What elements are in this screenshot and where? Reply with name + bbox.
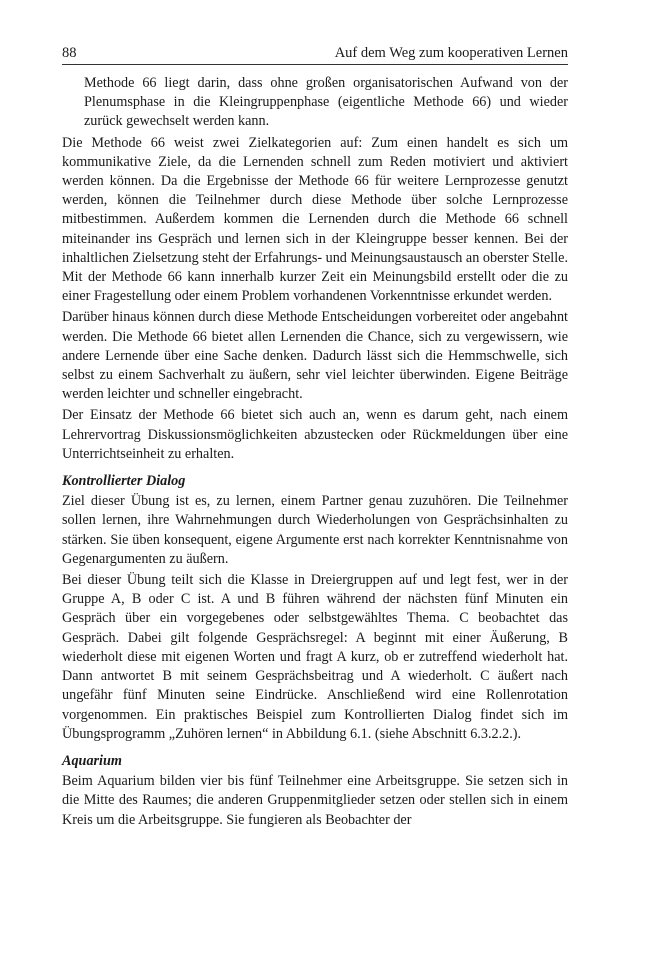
page-body <box>62 74 568 830</box>
section-heading-aquarium: Aquarium <box>62 752 122 769</box>
section-heading-kontrollierter-dialog: Kontrollierter Dialog <box>62 473 186 490</box>
paragraph-continuation: Methode 66 liegt darin, dass ohne großen organisatorischen Aufwand von der Plenumsphase in die Kleingruppenphase (eigentliche Methode 66) und wieder zurück gewechselt werden kann. <box>84 75 568 130</box>
paragraph-dreiergruppen: Bei dieser Übung teilt sich die Klasse in Dreiergruppen auf und legt fest, wer in der Gruppe A, B oder C ist. A und B führen während der nächsten fünf Minuten ein Gespräch über ein vorgegebenes oder selbstgewähltes Thema. C beobachtet das Gespräch. Dabei gilt folgende Gesprächsregel: A beginnt mit einer Äußerung, B wiederholt diese mit eigenen Worten und fragt A kurz, ob er zutreffend wiederholt hat. Dann antwortet B mit seinem Gesprächsbeitrag und A wiederholt. C äußert nach ungefähr fünf Minuten seine Eindrücke. Anschließend wird eine Rollenrotation vorgenommen. Ein praktisches Beispiel zum Kontrollierten Dialog findet sich im Übungsprogramm „Zuhören lernen“ in Abbildung 6.1. (siehe Abschnitt 6.3.2.2.). <box>62 572 568 742</box>
paragraph-aquarium: Beim Aquarium bilden vier bis fünf Teilnehmer eine Arbeitsgruppe. Sie setzen sich in die Mitte des Raumes; die anderen Gruppenmitglieder setzen oder stellen sich in einem Kreis um die Arbeitsgruppe. Sie fungieren als Beobachter der <box>62 773 568 828</box>
paragraph-ziel-uebung: Ziel dieser Übung ist es, zu lernen, einem Partner genau zuzuhören. Die Teilnehmer sollen lernen, ihre Wahrnehmungen durch Wiederholungen von Gesprächsinhalten zu stärken. Sie üben konsequent, eigene Argumente erst nach korrekter Kenntnisnahme von Gegenargumenten zu äußern. <box>62 493 568 567</box>
paragraph-zielkategorien: Die Methode 66 weist zwei Zielkategorien auf: Zum einen handelt es sich um kommunikative Ziele, da die Lernenden schnell zum Reden motiviert und aktiviert werden können. Da die Ergebnisse der Methode 66 für weitere Lernprozesse genutzt werden, können die Teilnehmer durch diese Methode über solche Lernprozesse mitbestimmen. Außerdem kommen die Lernenden durch die Methode 66 schnell miteinander ins Gespräch und lernen sich in der Kleingruppe besser kennen. Bei der inhaltlichen Zielsetzung steht der Erfahrungs- und Meinungsaustausch an oberster Stelle. Mit der Methode 66 kann innerhalb kurzer Zeit ein Meinungsbild erstellt oder die zu einer Fragestellung oder einem Problem vorhandenen Vorkenntnisse erkundet werden. <box>62 134 568 305</box>
running-header <box>62 44 568 65</box>
book-page <box>62 44 568 832</box>
paragraph-entscheidungen: Darüber hinaus können durch diese Methode Entscheidungen vorbereitet oder angebahnt werden. Die Methode 66 bietet allen Lernenden die Chance, sich zu vergewissern, wie andere Lernende über eine Sache denken. Dadurch lässt sich die Hemmschwelle, sich selbst zu einem Sachverhalt zu äußern, sehr viel leichter überwinden. Eigene Beiträge werden leichter und schneller eingebracht. <box>62 309 568 403</box>
page-number: 88 <box>62 45 77 61</box>
running-title: Auf dem Weg zum kooperativen Lernen <box>334 45 568 61</box>
paragraph-einsatz: Der Einsatz der Methode 66 bietet sich auch an, wenn es darum geht, nach einem Lehrervortrag Diskussionsmöglichkeiten abzustecken oder Rückmeldungen über eine Unterrichtseinheit zu erhalten. <box>62 407 568 462</box>
